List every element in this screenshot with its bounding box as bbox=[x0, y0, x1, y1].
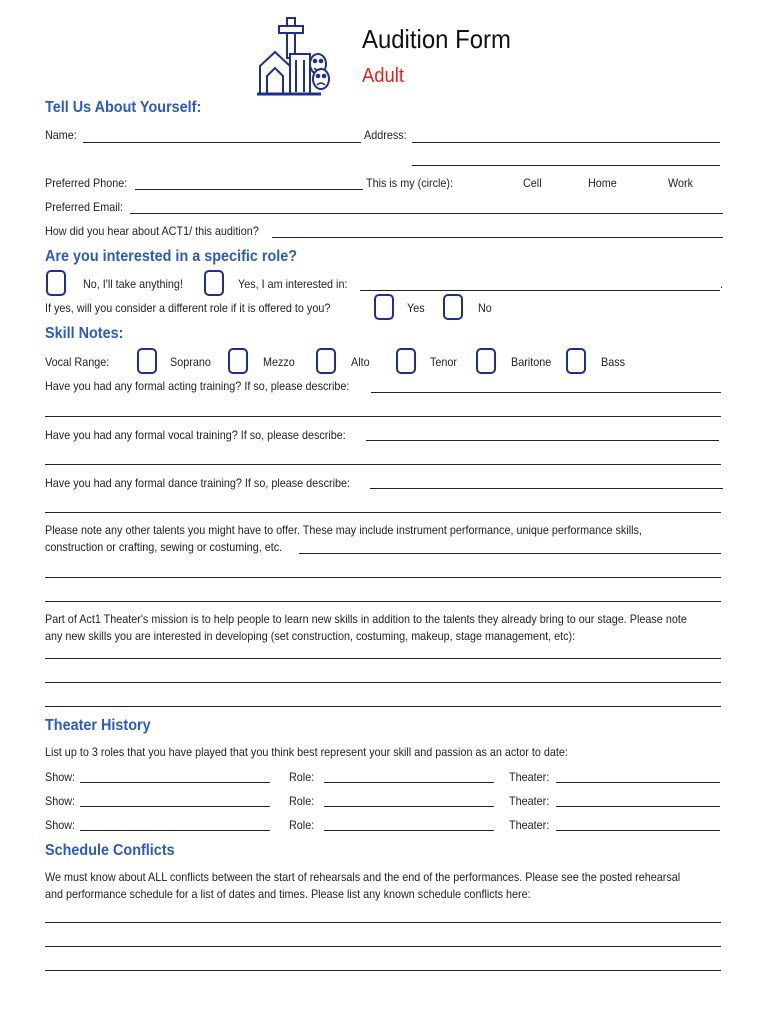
vocal-bass-checkbox[interactable] bbox=[566, 348, 586, 374]
dance-training-label: Have you had any formal dance training? If so, please describe: bbox=[45, 476, 350, 490]
form-title: Audition Form bbox=[362, 24, 511, 54]
conflicts-field-line-1[interactable] bbox=[45, 922, 721, 923]
address-label: Address: bbox=[364, 128, 407, 142]
consider-no-label: No bbox=[478, 301, 492, 315]
phone-type-home[interactable]: Home bbox=[588, 176, 617, 190]
show-field-2[interactable] bbox=[80, 806, 270, 807]
role-yes-label: Yes, I am interested in: bbox=[238, 277, 348, 291]
new-skills-field-line-3[interactable] bbox=[45, 706, 721, 707]
role-interest-period: . bbox=[720, 277, 724, 291]
show-label: Show: bbox=[45, 794, 76, 808]
theater-label: Theater: bbox=[509, 794, 550, 808]
dance-training-field[interactable] bbox=[370, 488, 723, 489]
role-label: Role: bbox=[289, 794, 315, 808]
role-no-checkbox[interactable] bbox=[46, 270, 66, 296]
role-label: Role: bbox=[289, 818, 315, 832]
mission-prompt-line-2: any new skills you are interested in developing (set construction, costuming, makeup, stage management, etc): bbox=[45, 629, 576, 643]
show-label: Show: bbox=[45, 770, 76, 784]
address-field-line-2[interactable] bbox=[412, 165, 720, 166]
role-no-label: No, I'll take anything! bbox=[83, 277, 183, 291]
section-heading-about: Tell Us About Yourself: bbox=[45, 99, 202, 116]
new-skills-field-line-1[interactable] bbox=[45, 658, 721, 659]
vocal-soprano-checkbox[interactable] bbox=[137, 348, 157, 374]
act1-logo-icon bbox=[255, 14, 335, 96]
talents-field[interactable] bbox=[299, 553, 721, 554]
phone-type-cell[interactable]: Cell bbox=[523, 176, 542, 190]
show-field-1[interactable] bbox=[80, 782, 270, 783]
vocal-training-field-line-2[interactable] bbox=[45, 464, 721, 465]
dance-training-field-line-2[interactable] bbox=[45, 512, 721, 513]
conflicts-prompt-line-2: and performance schedule for a list of dates and times. Please list any known schedule conflicts here: bbox=[45, 887, 531, 901]
vocal-mezzo-label: Mezzo bbox=[263, 355, 295, 369]
history-intro: List up to 3 roles that you have played that you think best represent your skill and passion as an actor to date: bbox=[45, 745, 568, 759]
referral-field[interactable] bbox=[272, 237, 723, 238]
talents-field-line-3[interactable] bbox=[45, 601, 721, 602]
role-yes-checkbox[interactable] bbox=[204, 270, 224, 296]
vocal-training-label: Have you had any formal vocal training? If so, please describe: bbox=[45, 428, 346, 442]
role-field-3[interactable] bbox=[324, 830, 494, 831]
phone-type-label: This is my (circle): bbox=[366, 176, 454, 190]
name-label: Name: bbox=[45, 128, 77, 142]
section-heading-history: Theater History bbox=[45, 717, 151, 734]
vocal-mezzo-checkbox[interactable] bbox=[228, 348, 248, 374]
talents-field-line-2[interactable] bbox=[45, 577, 721, 578]
acting-training-label: Have you had any formal acting training? If so, please describe: bbox=[45, 379, 350, 393]
referral-label: How did you hear about ACT1/ this audition? bbox=[45, 224, 259, 238]
vocal-range-label: Vocal Range: bbox=[45, 355, 110, 369]
role-field-1[interactable] bbox=[324, 782, 494, 783]
vocal-soprano-label: Soprano bbox=[170, 355, 211, 369]
section-heading-role: Are you interested in a specific role? bbox=[45, 248, 298, 265]
consider-no-checkbox[interactable] bbox=[443, 294, 463, 320]
vocal-alto-checkbox[interactable] bbox=[316, 348, 336, 374]
vocal-baritone-checkbox[interactable] bbox=[476, 348, 496, 374]
form-subtitle: Adult bbox=[362, 65, 404, 87]
acting-training-field[interactable] bbox=[371, 392, 721, 393]
vocal-alto-label: Alto bbox=[351, 355, 370, 369]
vocal-tenor-label: Tenor bbox=[430, 355, 458, 369]
role-field-2[interactable] bbox=[324, 806, 494, 807]
conflicts-field-line-2[interactable] bbox=[45, 946, 721, 947]
email-field[interactable] bbox=[130, 213, 723, 214]
role-interest-field[interactable] bbox=[360, 290, 720, 291]
section-heading-conflicts: Schedule Conflicts bbox=[45, 842, 175, 859]
conflicts-field-line-3[interactable] bbox=[45, 970, 721, 971]
vocal-training-field[interactable] bbox=[366, 440, 719, 441]
new-skills-field-line-2[interactable] bbox=[45, 682, 721, 683]
email-label: Preferred Email: bbox=[45, 200, 124, 214]
vocal-bass-label: Bass bbox=[601, 355, 626, 369]
show-label: Show: bbox=[45, 818, 76, 832]
vocal-tenor-checkbox[interactable] bbox=[396, 348, 416, 374]
phone-type-work[interactable]: Work bbox=[668, 176, 694, 190]
theater-field-1[interactable] bbox=[556, 782, 720, 783]
section-heading-skills: Skill Notes: bbox=[45, 325, 124, 342]
mission-prompt-line-1: Part of Act1 Theater's mission is to help people to learn new skills in addition to the talents they already bring to our stage. Please note bbox=[45, 612, 687, 626]
phone-field[interactable] bbox=[135, 189, 363, 190]
address-field[interactable] bbox=[412, 142, 720, 143]
talents-prompt-line-2: construction or crafting, sewing or costuming, etc. bbox=[45, 540, 283, 554]
consider-yes-label: Yes bbox=[407, 301, 425, 315]
conflicts-prompt-line-1: We must know about ALL conflicts between the start of rehearsals and the end of the performances. Please see the posted rehearsal bbox=[45, 870, 681, 884]
theater-field-2[interactable] bbox=[556, 806, 720, 807]
talents-prompt-line-1: Please note any other talents you might have to offer. These may include instrument performance, unique performance skills, bbox=[45, 523, 642, 537]
show-field-3[interactable] bbox=[80, 830, 270, 831]
acting-training-field-line-2[interactable] bbox=[45, 416, 721, 417]
theater-label: Theater: bbox=[509, 770, 550, 784]
theater-label: Theater: bbox=[509, 818, 550, 832]
name-field[interactable] bbox=[83, 142, 361, 143]
phone-label: Preferred Phone: bbox=[45, 176, 128, 190]
consider-yes-checkbox[interactable] bbox=[374, 294, 394, 320]
consider-role-label: If yes, will you consider a different role if it is offered to you? bbox=[45, 301, 331, 315]
vocal-baritone-label: Baritone bbox=[511, 355, 552, 369]
role-label: Role: bbox=[289, 770, 315, 784]
theater-field-3[interactable] bbox=[556, 830, 720, 831]
